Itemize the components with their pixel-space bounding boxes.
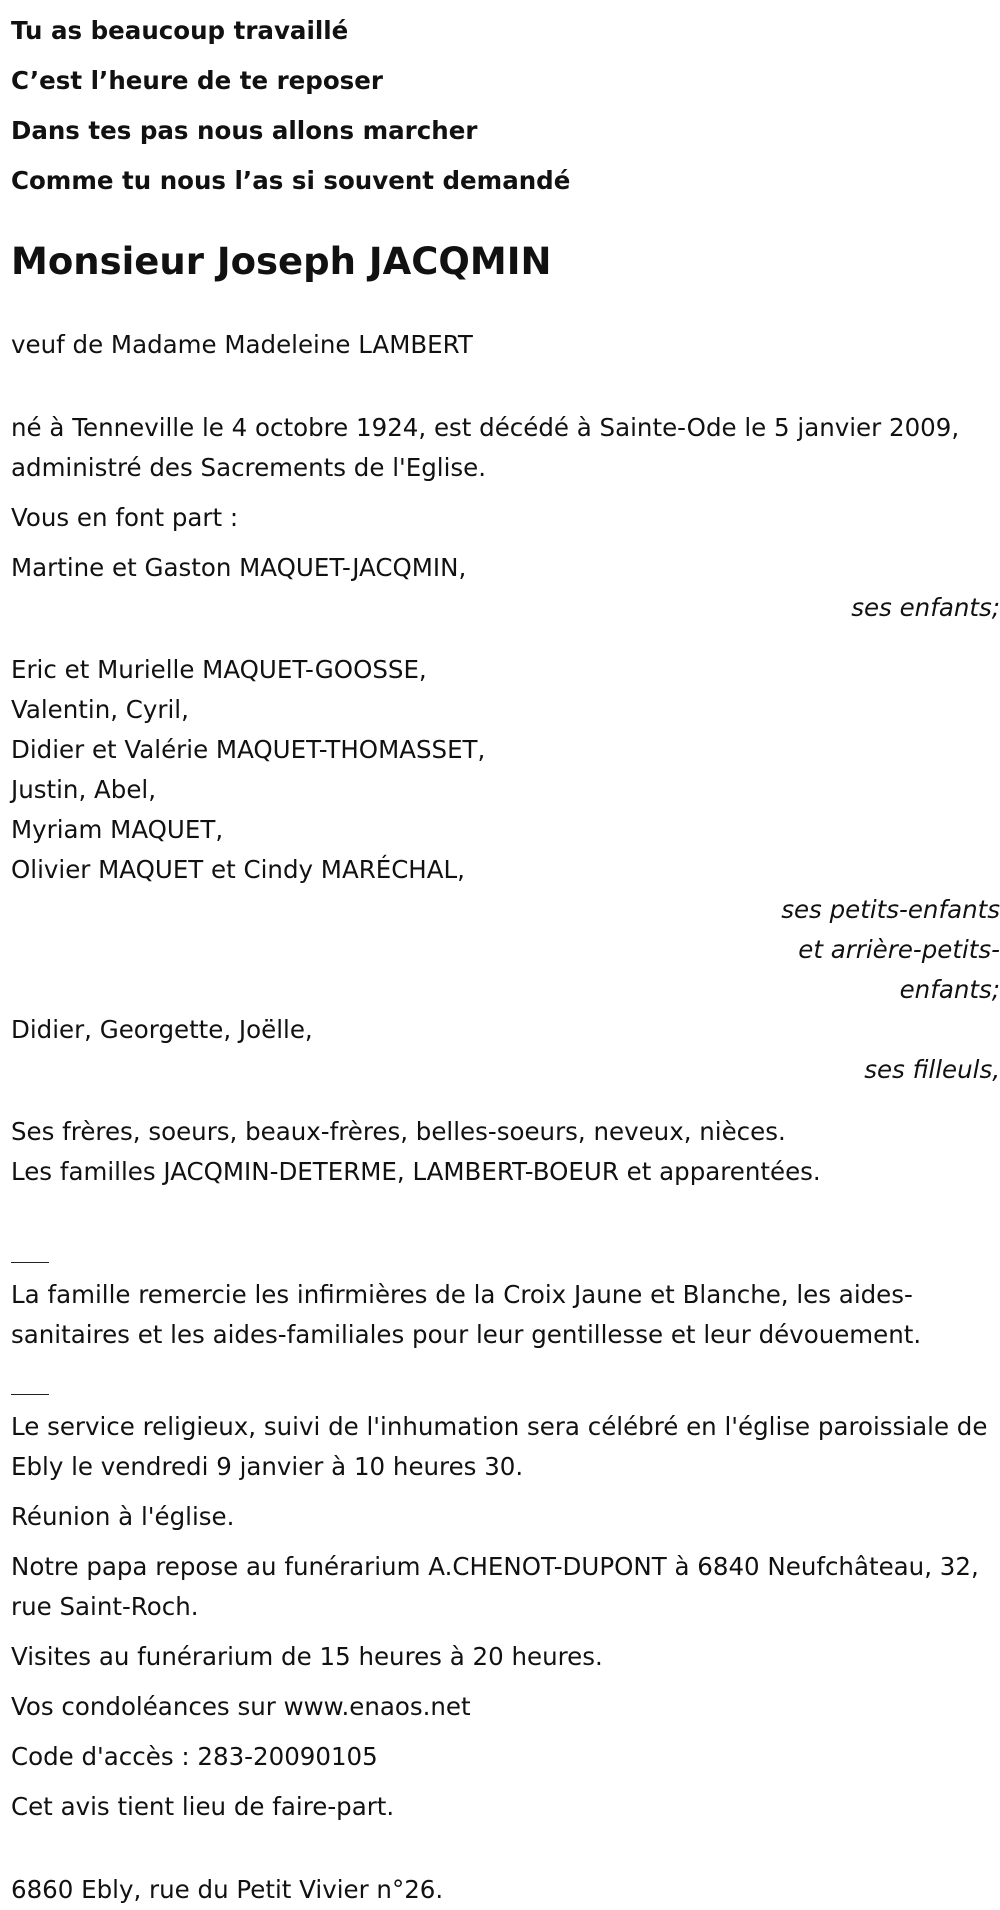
poem-line: Dans tes pas nous allons marcher (11, 116, 478, 145)
address-text: 6860 Ebly, rue du Petit Vivier n°26. (11, 1875, 444, 1904)
family-name-line: Valentin, Cyril, (11, 695, 189, 724)
poem (11, 6, 998, 206)
extended-family-line: Ses frères, soeurs, beaux-frères, belles-soeurs, neveux, nièces. (11, 1117, 786, 1146)
obituary-notice (11, 0, 998, 1910)
deceased-name: Monsieur Joseph JACQMIN (11, 240, 552, 283)
family-name-line: Martine et Gaston MAQUET-JACQMIN, (11, 553, 467, 582)
thanks-text: La famille remercie les infirmières de la Croix Jaune et Blanche, les aides-sanitaires et les aides-familiales pour leur gentillesse et leur dévouement. (11, 1280, 922, 1349)
separator-rule (11, 1394, 49, 1395)
separator (11, 1367, 998, 1407)
poem-line: C’est l’heure de te reposer (11, 66, 383, 95)
poem-line: Comme tu nous l’as si souvent demandé (11, 166, 571, 195)
poem-line: Tu as beaucoup travaillé (11, 16, 349, 45)
spouse-line: veuf de Madame Madeleine LAMBERT (11, 330, 473, 359)
announcement-intro: Vous en font part : (11, 503, 239, 532)
notice-text: Cet avis tient lieu de faire-part. (11, 1792, 395, 1821)
condolences-text: Vos condoléances sur www.enaos.net (11, 1692, 471, 1721)
extended-family-line: Les familles JACQMIN-DETERME, LAMBERT-BOEUR et apparentées. (11, 1157, 821, 1186)
extended-family (11, 1112, 998, 1192)
children-group (11, 548, 998, 628)
relation-label: ses petits-enfants et arrière-petits-enfants; (781, 895, 1000, 1004)
family-name-line: Eric et Murielle MAQUET-GOOSSE, (11, 655, 427, 684)
family-name-line: Justin, Abel, (11, 775, 157, 804)
funeral-service-text: Le service religieux, suivi de l'inhumation sera célébré en l'église paroissiale de Ebly le vendredi 9 janvier à 10 heures 30. (11, 1412, 988, 1481)
access-code-text: Code d'accès : 283-20090105 (11, 1742, 378, 1771)
godchildren-group (11, 1010, 998, 1090)
birth-death-text: né à Tenneville le 4 octobre 1924, est décédé à Sainte-Ode le 5 janvier 2009, administré des Sacrements de l'Eglise. (11, 413, 960, 482)
family-name-line: Myriam MAQUET, (11, 815, 224, 844)
family-name-line: Didier, Georgette, Joëlle, (11, 1015, 313, 1044)
separator-rule (11, 1262, 49, 1263)
funeral-home-text: Notre papa repose au funérarium A.CHENOT-DUPONT à 6840 Neufchâteau, 32, rue Saint-Roch. (11, 1552, 979, 1621)
grandchildren-group (11, 650, 998, 1010)
separator (11, 1235, 998, 1275)
meeting-text: Réunion à l'église. (11, 1502, 235, 1531)
family-name-line: Olivier MAQUET et Cindy MARÉCHAL, (11, 855, 465, 884)
family-name-line: Didier et Valérie MAQUET-THOMASSET, (11, 735, 486, 764)
relation-label: ses enfants; (851, 593, 1000, 622)
visits-text: Visites au funérarium de 15 heures à 20 heures. (11, 1642, 603, 1671)
relation-label: ses filleuls, (864, 1055, 1000, 1084)
